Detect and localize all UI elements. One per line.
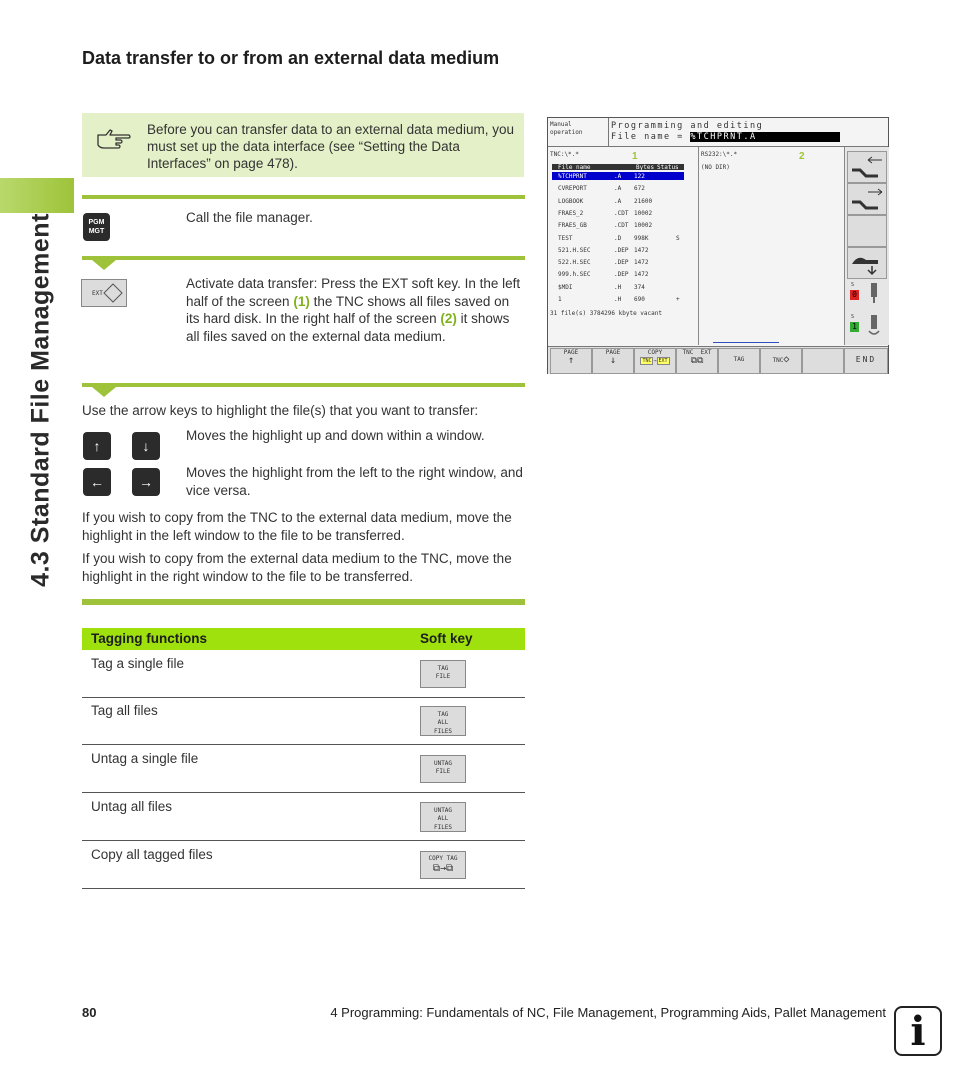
coolant-icon	[848, 248, 886, 278]
spindle-override-1: S 1	[847, 311, 885, 341]
window-marker-1: 1	[632, 151, 638, 162]
spindle-icon	[867, 281, 881, 305]
side-softkey-coolant[interactable]	[847, 247, 887, 279]
table-row-label: Tag all files	[91, 703, 158, 718]
leftright-text: Moves the highlight from the left to the right window, and vice versa.	[186, 465, 523, 498]
table-row-label: Untag all files	[91, 799, 173, 814]
file-row[interactable]: 521.H.SEC .DEP 1472	[558, 246, 649, 254]
folders-icon: ⧉⧉	[690, 356, 704, 366]
tagging-table-header	[82, 628, 525, 650]
step-rule	[82, 195, 525, 199]
left-summary: 31 file(s) 3784296 kbyte vacant	[550, 310, 662, 317]
file-row[interactable]: LOGBOOK .A 21600	[558, 197, 653, 205]
updown-text: Moves the highlight up and down within a window.	[186, 428, 485, 443]
table-row-label: Copy all tagged files	[91, 847, 213, 862]
arrow-up-key[interactable]: ↑	[83, 432, 111, 460]
marker-1: (1)	[293, 293, 310, 309]
arrow-left-key[interactable]: ←	[83, 468, 111, 496]
step-arrow	[92, 387, 116, 397]
tnc-screen	[547, 117, 889, 374]
tnc-softkey[interactable]: TNC◇	[760, 348, 802, 374]
step-arrow	[92, 260, 116, 270]
table-row-label: Untag a single file	[91, 751, 199, 766]
footer-chapter: 4 Programming: Fundamentals of NC, File Management, Programming Aids, Pallet Management	[330, 1005, 886, 1020]
diamond-icon: ◇	[783, 354, 790, 365]
spindle-rotate-icon	[867, 313, 881, 337]
file-row[interactable]: CVREPORT .A 672	[558, 185, 645, 193]
step-rule	[82, 383, 525, 387]
table-softkey[interactable]: TAG ALL FILES	[420, 706, 466, 736]
page-number: 80	[82, 1005, 97, 1020]
table-softkey[interactable]: UNTAG ALL FILES	[420, 802, 466, 832]
side-softkey-down[interactable]	[847, 183, 887, 215]
table-row-divider	[82, 888, 525, 889]
side-softkey-bar	[844, 147, 889, 345]
copy-folders-icon: ⧉→⧉	[432, 863, 454, 874]
marker-2: (2)	[440, 311, 457, 326]
diamond-arrows-icon	[103, 283, 123, 303]
step-call-manager-text: Call the file manager.	[186, 210, 313, 225]
arrow-down-key[interactable]: ↓	[132, 432, 160, 460]
mode-panel: Manual operation	[548, 118, 609, 147]
file-row[interactable]: 1 .H 690 +	[558, 296, 680, 303]
pgm-mgt-key[interactable]: PGM MGT	[83, 213, 110, 241]
bottom-softkey-bar	[548, 346, 888, 374]
table-row-label: Tag a single file	[91, 656, 185, 671]
header-softkey: Soft key	[420, 631, 473, 646]
arrow-right-key[interactable]: →	[132, 468, 160, 496]
file-row[interactable]: %TCHPRNT .A 122	[552, 172, 684, 180]
copy-to-tnc-text: If you wish to copy from the external data medium to the TNC, move the highlight in the right window to the file to be transferred.	[82, 551, 512, 584]
step-rule	[82, 256, 525, 260]
note-text: Before you can transfer data to an external data medium, you must set up the data interface (see “Setting the Data Interfaces” on page 478).	[147, 122, 514, 171]
section-end-rule	[82, 599, 525, 605]
copy-softkey[interactable]: COPY TNC → EXT	[634, 348, 676, 374]
header-function: Tagging functions	[91, 631, 207, 646]
arrow-up-icon: ↑	[567, 355, 575, 366]
note-box	[82, 113, 524, 177]
file-row[interactable]: TEST .D 998K S	[558, 234, 680, 242]
instructions-intro: Use the arrow keys to highlight the file(s) that you want to transfer:	[82, 403, 479, 418]
arrow-down-icon: ↓	[609, 355, 617, 366]
step-activate-transfer-text: Activate data transfer: Press the EXT soft key. In the left half of the screen (1) the TNC shows all files saved on its hard disk. In the right half of the screen (2) it shows all files saved on the external data medium.	[186, 276, 521, 344]
table-row-divider	[82, 792, 525, 793]
table-row-divider	[82, 697, 525, 698]
side-softkey-blank[interactable]	[847, 215, 887, 247]
spindle-override-0: S 0	[847, 279, 885, 309]
filename-field[interactable]: %TCHPRNT.A	[690, 132, 840, 142]
section-title: Data transfer to or from an external data medium	[82, 48, 500, 68]
sidebar-chapter-title: 4.3 Standard File Management	[26, 213, 55, 587]
left-file-window[interactable]: TNC:\*.* 1 File name Bytes Status %TCHPRNT .A 122 CVREPORT .A 672 LOGBOOK .A 21600 FRAES_2 .CDT 10002 FRAES_GB .CDT 10002 TEST .D 998K S 521.H.SEC .DEP 1472 522.H.SEC .DEP 1472 999.h.SEC .DEP 1472 $MDI .H 374 1 .H 690 + 31 file(s) 3784296 kbyte vacant	[548, 147, 699, 345]
right-file-window[interactable]: RS232:\*.* (NO DIR) 2	[699, 147, 844, 345]
copy-to-external-text: If you wish to copy from the TNC to the external data medium, move the highlight in the left window to the file to be transferred.	[82, 510, 512, 543]
file-row[interactable]: FRAES_GB .CDT 10002	[558, 222, 653, 230]
tag-softkey[interactable]: TAG	[718, 348, 760, 374]
blank-softkey[interactable]	[802, 348, 844, 374]
file-row[interactable]: 999.h.SEC .DEP 1472	[558, 271, 649, 279]
window-marker-2: 2	[799, 151, 805, 162]
transfer-right-icon	[848, 184, 886, 214]
table-softkey[interactable]: TAG FILE	[420, 660, 466, 688]
table-softkey[interactable]: UNTAG FILE	[420, 755, 466, 783]
pointing-hand-icon	[96, 127, 132, 149]
page-up-softkey[interactable]: PAGE ↑	[550, 348, 592, 374]
page-down-softkey[interactable]: PAGE ↓	[592, 348, 634, 374]
file-row[interactable]: $MDI .H 374	[558, 283, 645, 291]
left-column-header: File name Bytes Status	[552, 164, 684, 170]
file-row[interactable]: FRAES_2 .CDT 10002	[558, 209, 653, 217]
table-row-divider	[82, 840, 525, 841]
program-header: Programming and editing File name = %TCHPRNT.A	[609, 118, 888, 147]
info-icon: i	[894, 1006, 942, 1056]
tnc-ext-softkey[interactable]: TNC EXT ⧉⧉	[676, 348, 718, 374]
ext-softkey[interactable]: EXT	[81, 279, 127, 307]
side-softkey-up[interactable]	[847, 151, 887, 183]
file-row[interactable]: 522.H.SEC .DEP 1472	[558, 259, 649, 267]
transfer-left-icon	[848, 152, 886, 182]
table-softkey[interactable]: COPY TAG ⧉→⧉	[420, 851, 466, 879]
table-row-divider	[82, 744, 525, 745]
end-softkey[interactable]: END	[844, 348, 888, 374]
